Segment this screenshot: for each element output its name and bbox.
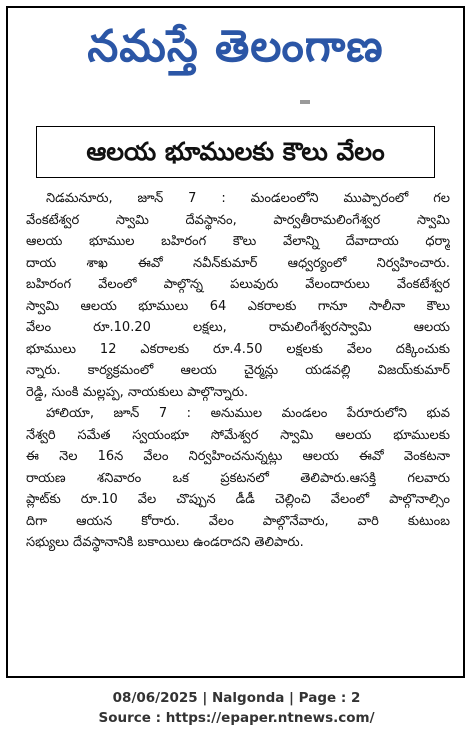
masthead-separator-mark xyxy=(300,100,310,104)
article-line: దిగా ఆయన కోరారు. వేలం పాల్గొనేవారు, వారి కుటుంబ xyxy=(26,513,450,529)
article-line: ప్లాట్‌కు రూ.10 వేల చొప్పున డీడీ చెల్లించి వేలంలో పాల్గొనాల్సిం xyxy=(26,492,450,507)
newspaper-clipping xyxy=(6,6,465,678)
article-line: రాయణ శనివారం ఒక ప్రకటనలో తెలిపారు.ఆసక్తి గలవారు xyxy=(26,470,450,486)
edition-info: 08/06/2025 | Nalgonda | Page : 2 xyxy=(112,690,361,706)
article-line: భూములు 12 ఎకరాలకు రూ.4.50 లక్షలకు వేలం దక్కించుకు xyxy=(26,341,450,357)
article-line: వేంకటేశ్వర స్వామి దేవస్థానం, పార్వతీరామలింగేశ్వర స్వామి xyxy=(26,212,450,228)
masthead-logo: నమస్తే తెలంగాణ xyxy=(87,21,384,72)
article-paragraph-2 xyxy=(26,403,450,554)
article-line: హాలియా, జూన్ 7 : అనుముల మండలం పేరూరులోని భువ xyxy=(46,406,450,421)
article-line: సభ్యులు దేవస్థానానికి బకాయిలు ఉండరాదని తెలిపారు. xyxy=(26,535,304,550)
article-line: ఆలయ భూముల బహిరంగ కౌలు వేలాన్ని దేవాదాయ ధర్మా xyxy=(26,234,450,249)
article-line: స్వామి ఆలయ భూములు 64 ఎకరాలకు గానూ సాలీనా కౌలు xyxy=(26,298,450,314)
page-footer xyxy=(0,688,473,728)
article-line: న్నారు. కార్యక్రమంలో ఆలయ చైర్మన్లు యడవల్లి విజయ్‌కుమార్ xyxy=(26,363,450,378)
article-line: బహిరంగ వేలంలో పాల్గొన్న పలువురు వేలందారులు వేంకటేశ్వర xyxy=(26,277,450,292)
article-line: వేలం రూ.10.20 లక్షలు, రామలింగేశ్వరస్వామి ఆలయ xyxy=(26,320,450,335)
article-line: దాయ శాఖ ఈవో నవీన్‌కుమార్ ఆధ్వర్యంలో నిర్వహించారు. xyxy=(26,255,450,271)
article-headline: ఆలయ భూములకు కౌలు వేలం xyxy=(36,126,435,178)
article-line: రెడ్డి, సుంకి మల్లప్ప, నాయకులు పాల్గొన్నారు. xyxy=(26,384,249,400)
source-link[interactable]: Source : https://epaper.ntnews.com/ xyxy=(98,710,375,726)
article-body xyxy=(26,188,450,554)
article-line: ఈ నెల 16న వేలం నిర్వహించనున్నట్లు ఆలయ ఈవో వెంకటనా xyxy=(26,449,450,464)
article-line: నిడమనూరు, జూన్ 7 : మండలంలోని ముప్పారంలో గల xyxy=(46,191,450,206)
article-line: నేశ్వరి సమేత స్వయంభూ సోమేశ్వర స్వామి ఆలయ భూములకు xyxy=(26,427,450,443)
article-paragraph-1 xyxy=(26,188,450,403)
